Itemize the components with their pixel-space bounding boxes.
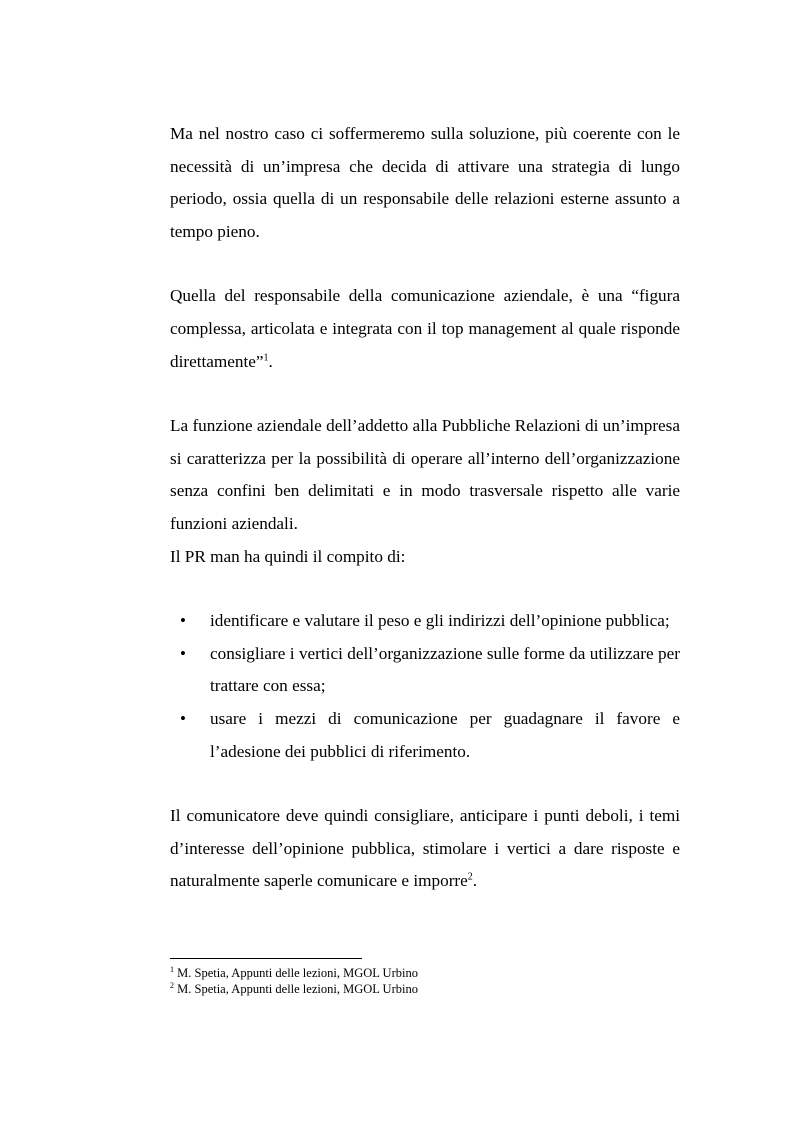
footnote-text: M. Spetia, Appunti delle lezioni, MGOL Urbino bbox=[174, 982, 418, 996]
list-item-text: usare i mezzi di comunicazione per guadagnare il favore e l’adesione dei pubblici di riferimento. bbox=[210, 708, 680, 761]
paragraph-funzione: La funzione aziendale dell’addetto alla Pubbliche Relazioni di un’impresa si caratterizza per la possibilità di operare all’interno dell’organizzazione senza confini ben delimitati e in modo trasversale rispetto alle varie funzioni aziendali. bbox=[170, 416, 680, 533]
footnotes bbox=[170, 965, 680, 997]
bullet-icon: • bbox=[180, 708, 186, 728]
footnote-ref-2: 2 bbox=[467, 871, 473, 883]
list-item bbox=[170, 638, 680, 703]
bullet-icon: • bbox=[180, 643, 186, 663]
list-item-text: consigliare i vertici dell’organizzazione sulle forme da utilizzare per trattare con essa; bbox=[210, 643, 680, 696]
footnote-number: 1 bbox=[170, 964, 174, 974]
bullet-list bbox=[170, 605, 680, 768]
footnote-number: 2 bbox=[170, 980, 174, 990]
list-item bbox=[170, 605, 680, 638]
paragraph-comunicatore bbox=[170, 800, 680, 898]
paragraph-soluzione: Ma nel nostro caso ci soffermeremo sulla soluzione, più coerente con le necessità di un’impresa che decida di attivare una strategia di lungo periodo, ossia quella di un responsabile delle relazioni esterne assunto a tempo pieno. bbox=[170, 124, 680, 241]
paragraph-compito: Il PR man ha quindi il compito di: bbox=[170, 546, 406, 566]
paragraph-responsabile-text: Quella del responsabile della comunicazione aziendale, è una “figura complessa, articolata e integrata con il top management al quale risponde direttamente” bbox=[170, 286, 680, 371]
footnote-divider bbox=[170, 958, 362, 959]
footnote-2 bbox=[170, 981, 680, 997]
paragraph-responsabile-end: . bbox=[268, 351, 273, 371]
footnote-1 bbox=[170, 965, 680, 981]
footnote-text: M. Spetia, Appunti delle lezioni, MGOL Urbino bbox=[174, 966, 418, 980]
paragraph-comunicatore-end: . bbox=[472, 871, 478, 891]
bullet-icon: • bbox=[180, 611, 186, 631]
footnote-ref-1: 1 bbox=[263, 351, 269, 363]
list-item bbox=[170, 703, 680, 768]
list-item-text: identificare e valutare il peso e gli indirizzi dell’opinione pubblica; bbox=[210, 611, 670, 631]
paragraph-responsabile bbox=[170, 280, 680, 378]
document-body bbox=[170, 118, 680, 898]
paragraph-comunicatore-text: Il comunicatore deve quindi consigliare, anticipare i punti deboli, i temi d’interesse dell’opinione pubblica, stimolare i vertici a dare risposte e naturalmente saperle comunicare e imporre bbox=[170, 806, 680, 891]
